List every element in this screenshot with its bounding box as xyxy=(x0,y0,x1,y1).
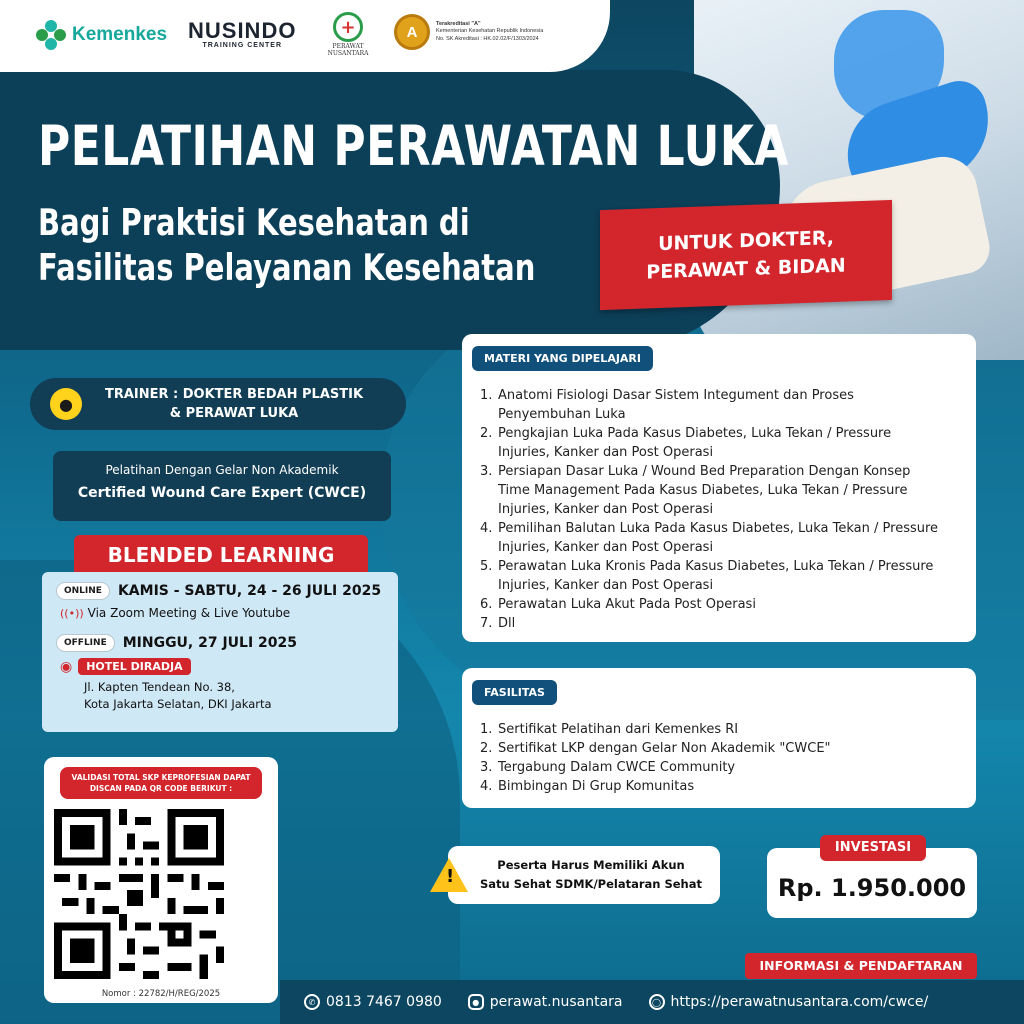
list-item: 2. Pengkajian Luka Pada Kasus Diabetes, Luka Tekan / Pressure Injuries, Kanker dan Post Operasi xyxy=(480,426,892,460)
qr-card xyxy=(44,757,278,1003)
online-tag: ONLINE xyxy=(56,582,110,600)
microphone-icon: ● xyxy=(50,388,82,420)
instagram-icon: ● xyxy=(468,994,484,1010)
instagram-contact[interactable]: ● perawat.nusantara xyxy=(468,994,623,1010)
trainer-pill xyxy=(30,378,406,430)
live-icon: ((•)) xyxy=(60,606,84,620)
perawat-nusantara-text: PERAWAT NUSANTARA xyxy=(327,43,369,57)
logo-bar xyxy=(0,0,610,72)
informasi-pendaftaran-label: INFORMASI & PENDAFTARAN xyxy=(745,953,977,979)
whatsapp-icon: ✆ xyxy=(304,994,320,1010)
list-item: 4. Pemilihan Balutan Luka Pada Kasus Diabetes, Luka Tekan / Pressure Injuries, Kanker dan Post Operasi xyxy=(480,521,939,555)
list-item: 1. Sertifikat Pelatihan dari Kemenkes RI xyxy=(480,722,739,737)
nusindo-logo xyxy=(188,18,296,49)
blended-learning-label: BLENDED LEARNING xyxy=(74,535,368,575)
qr-header: VALIDASI TOTAL SKP KEPROFESIAN DAPAT DISCAN PADA QR CODE BERIKUT : xyxy=(60,767,262,799)
hotel-name: HOTEL DIRADJA xyxy=(78,658,190,675)
list-item: 6. Perawatan Luka Akut Pada Post Operasi xyxy=(480,597,756,612)
fasilitas-card xyxy=(462,668,976,808)
kemenkes-text: Kemenkes xyxy=(72,24,168,45)
list-item: 7. Dll xyxy=(480,616,516,631)
fasilitas-label: FASILITAS xyxy=(472,680,557,705)
list-item: 4. Bimbingan Di Grup Komunitas xyxy=(480,779,695,794)
gelar-title: Certified Wound Care Expert (CWCE) xyxy=(77,485,367,501)
online-date: KAMIS - SABTU, 24 - 26 JULI 2025 xyxy=(117,583,382,599)
schedule-card xyxy=(42,572,398,732)
nusindo-subtext: TRAINING CENTER xyxy=(202,42,282,49)
materi-card xyxy=(462,334,976,642)
location-pin-icon: ◉ xyxy=(60,658,73,675)
akreditasi-logo xyxy=(394,14,546,50)
online-via: ((•)) Via Zoom Meeting & Live Youtube xyxy=(60,606,291,620)
investasi-label: INVESTASI xyxy=(820,835,926,861)
list-item: 2. Sertifikat LKP dengan Gelar Non Akademik "CWCE" xyxy=(480,741,831,756)
materi-label: MATERI YANG DIPELAJARI xyxy=(472,346,653,371)
offline-tag: OFFLINE xyxy=(56,634,115,652)
list-item: 1. Anatomi Fisiologi Dasar Sistem Integument dan Proses Penyembuhan Luka xyxy=(480,388,854,422)
contact-footer xyxy=(280,980,1024,1024)
audience-banner: UNTUK DOKTER, PERAWAT & BIDAN xyxy=(600,200,892,310)
online-row xyxy=(56,582,384,600)
offline-row xyxy=(56,634,384,652)
phone-contact[interactable]: ✆ 0813 7467 0980 xyxy=(304,994,442,1010)
akun-text: Peserta Harus Memiliki Akun Satu Sehat SDMK/Pelataran Sehat xyxy=(448,846,720,904)
hotel-address: Jl. Kapten Tendean No. 38, Kota Jakarta Selatan, DKI Jakarta xyxy=(84,680,272,711)
perawat-nusantara-logo xyxy=(326,12,370,57)
gelar-box xyxy=(53,451,391,521)
globe-icon: ◯ xyxy=(649,994,665,1010)
trainer-text: TRAINER : DOKTER BEDAH PLASTIK & PERAWAT LUKA xyxy=(104,387,364,421)
materi-list xyxy=(480,386,958,633)
offline-date: MINGGU, 27 JULI 2025 xyxy=(122,635,298,651)
website-link[interactable]: ◯ https://perawatnusantara.com/cwce/ xyxy=(649,994,929,1010)
gelar-caption: Pelatihan Dengan Gelar Non Akademik xyxy=(105,463,339,477)
investasi-price: Rp. 1.950.000 xyxy=(767,848,977,918)
fasilitas-list xyxy=(480,720,958,796)
registration-number: Nomor : 22782/H/REG/2025 xyxy=(101,989,221,999)
warning-icon: ! xyxy=(430,858,468,892)
akreditasi-text: Terakreditasi "A" Kementerian Kesehatan Republik Indonesia No. SK Akreditasi : HK.02.02/F/1303/2024 xyxy=(436,21,544,42)
main-title: PELATIHAN PERAWATAN LUKA xyxy=(38,115,789,179)
subtitle: Bagi Praktisi Kesehatan di Fasilitas Pelayanan Kesehatan xyxy=(38,201,536,289)
kemenkes-logo xyxy=(36,20,167,50)
akun-notice xyxy=(430,846,720,904)
kemenkes-icon xyxy=(36,20,66,50)
hotel-row xyxy=(60,658,384,675)
nusindo-text: NUSINDO xyxy=(188,18,297,43)
list-item: 3. Tergabung Dalam CWCE Community xyxy=(480,760,736,775)
cross-icon xyxy=(333,12,363,42)
qr-code[interactable] xyxy=(54,809,224,979)
list-item: 5. Perawatan Luka Kronis Pada Kasus Diabetes, Luka Tekan / Pressure Injuries, Kanker dan Post Operasi xyxy=(480,559,934,593)
list-item: 3. Persiapan Dasar Luka / Wound Bed Preparation Dengan Konsep Time Management Pada Kasus Diabetes, Luka Tekan / Pressure Injuries, Kanker dan Post Operasi xyxy=(480,464,911,517)
akreditasi-badge: A xyxy=(394,14,430,50)
